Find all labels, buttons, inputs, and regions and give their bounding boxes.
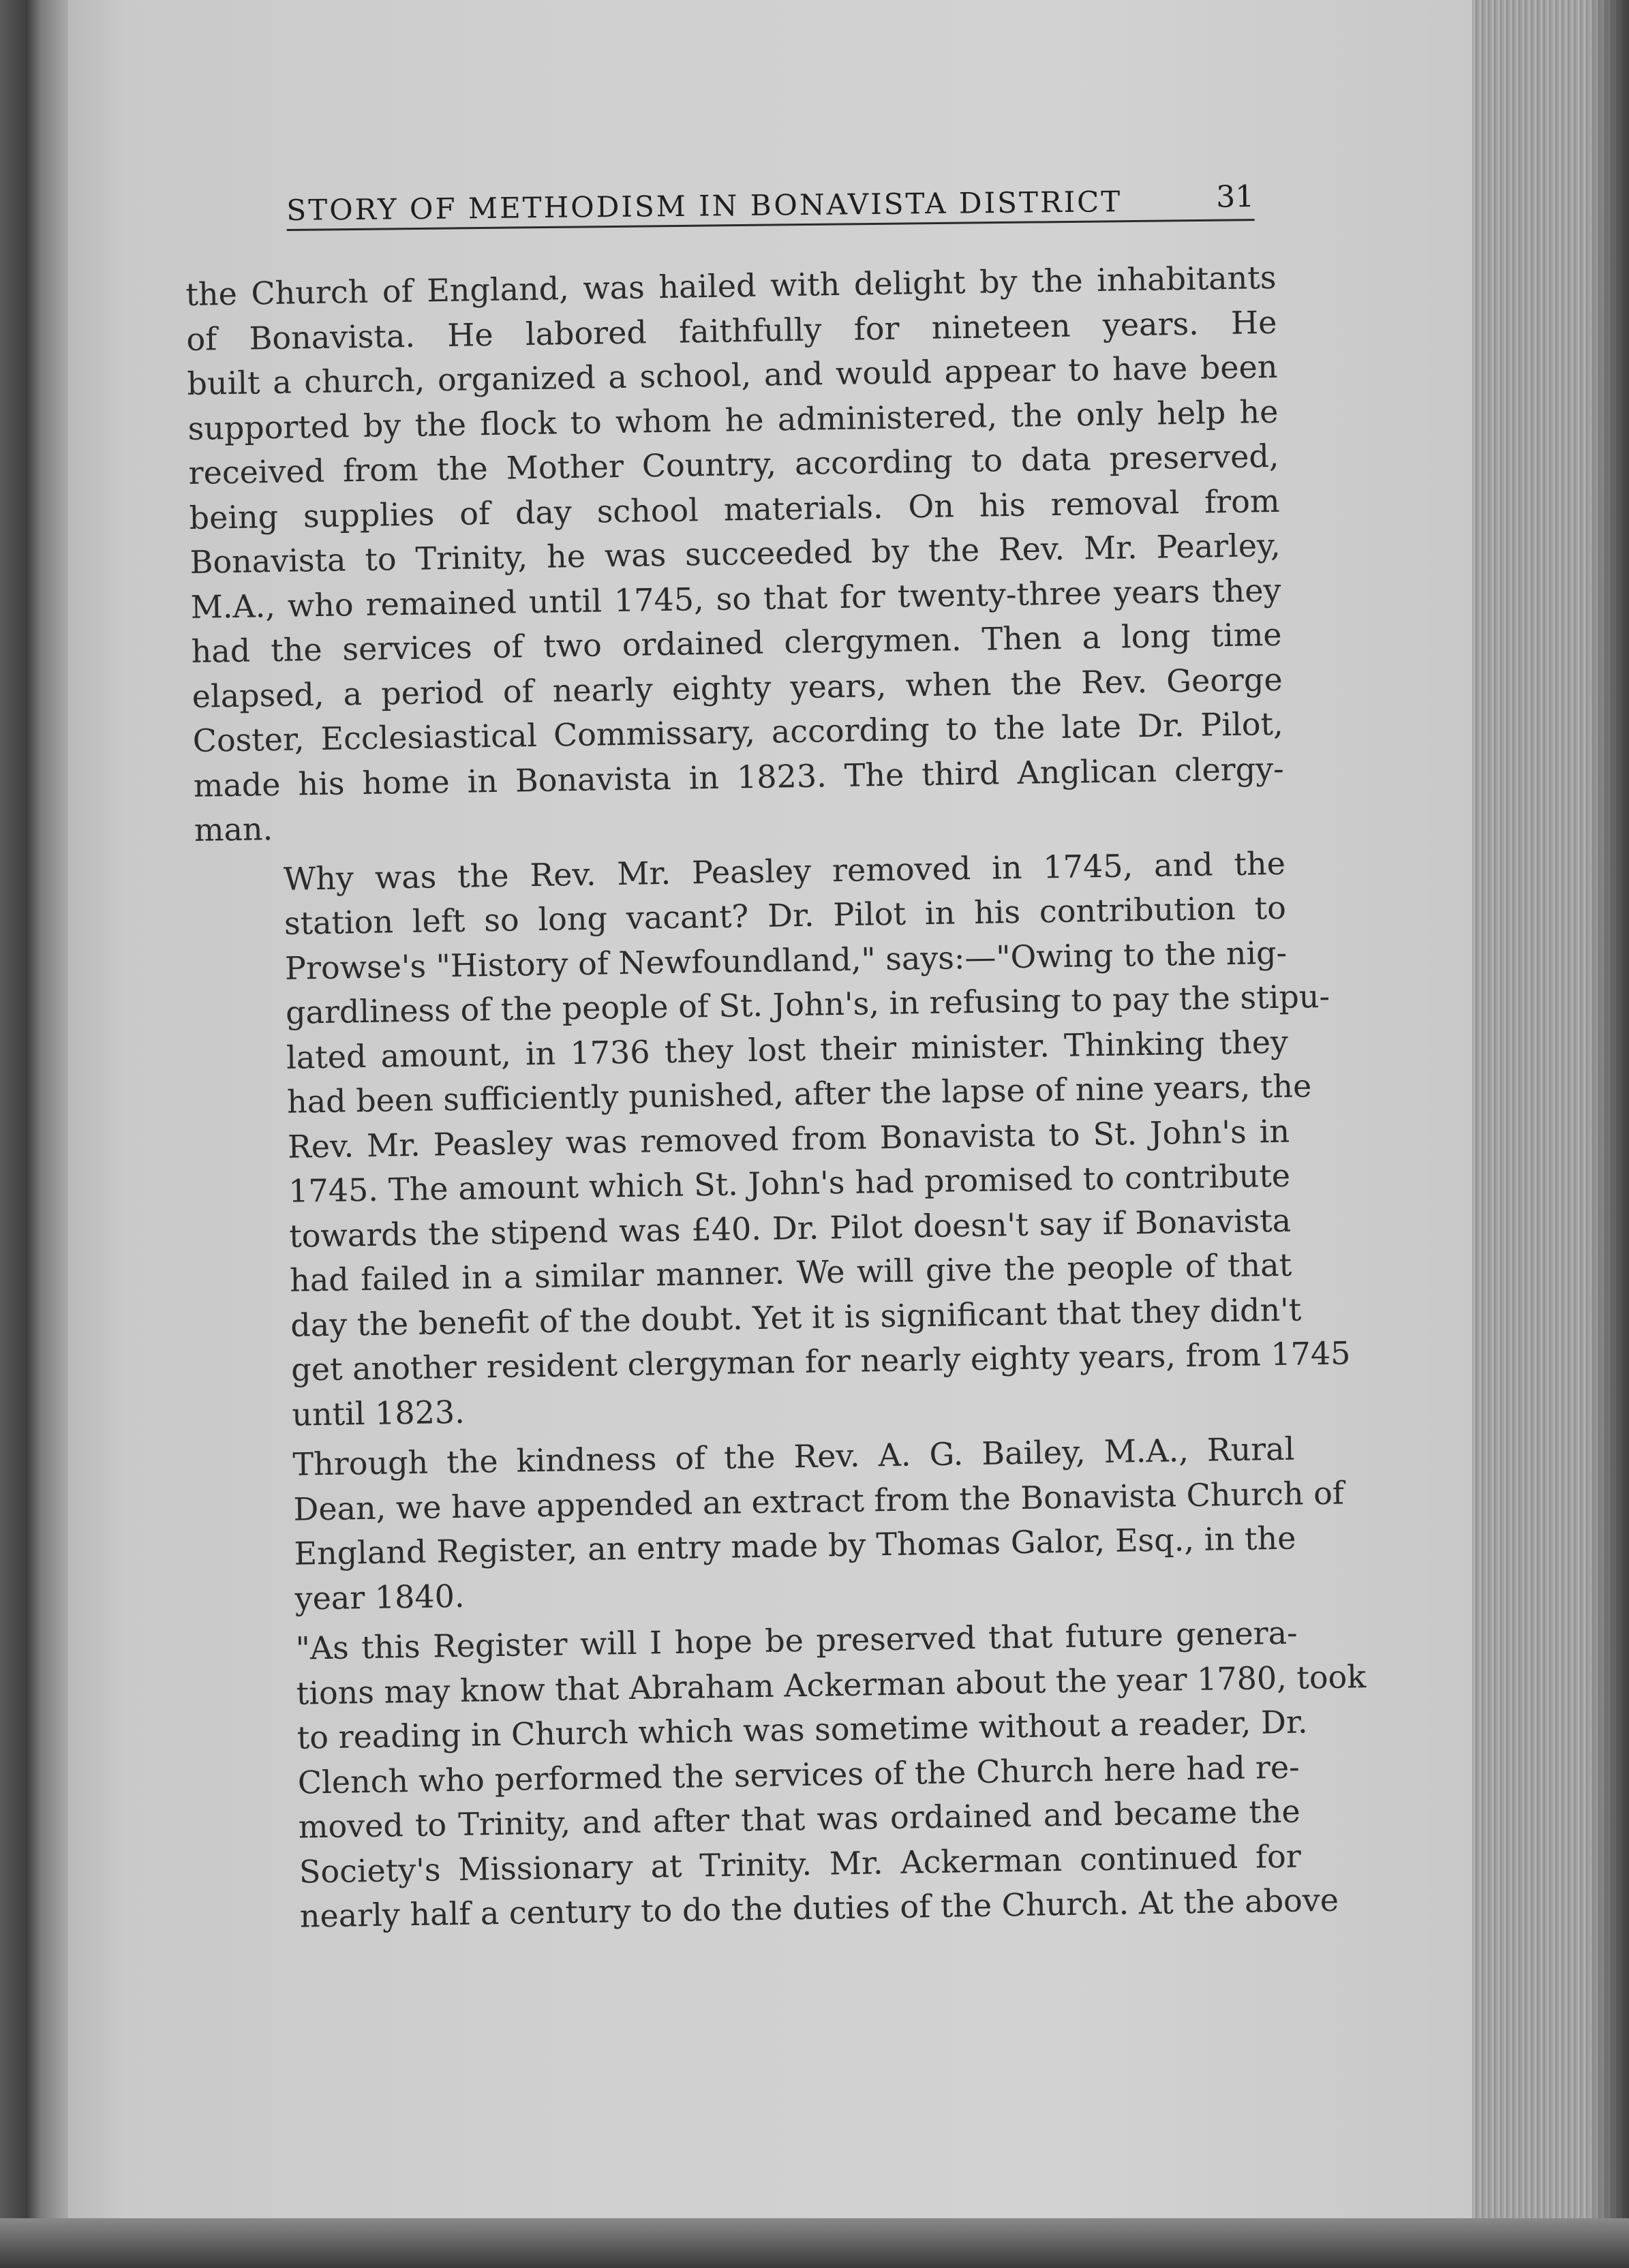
paragraph bbox=[185, 256, 1285, 853]
running-header bbox=[286, 174, 1255, 232]
text-line: M.A., who remained until 1745, so that for twenty-three years they bbox=[190, 571, 1281, 626]
text-line: made his home in Bonavista in 1823. The third Anglican clergy- bbox=[193, 750, 1285, 804]
text-line: Bonavista to Trinity, he was succeeded by the Rev. Mr. Pearley, bbox=[189, 526, 1281, 581]
text-line: get another resident clergyman for nearly eighty years, from 1745 bbox=[290, 1334, 1351, 1388]
text-line: England Register, an entry made by Thomas Galor, Esq., in the bbox=[294, 1519, 1296, 1572]
text-line: Through the kindness of the Rev. A. G. Bailey, M.A., Rural bbox=[292, 1430, 1295, 1483]
text-line: until 1823. bbox=[291, 1393, 466, 1433]
body-text bbox=[185, 256, 1367, 1946]
text-line: had the services of two ordained clergymen. Then a long time bbox=[191, 615, 1282, 670]
text-line: man. bbox=[194, 810, 273, 848]
page-stack-edge bbox=[1472, 0, 1629, 2268]
text-line: supported by the flock to whom he administered, the only help he bbox=[187, 393, 1279, 447]
paragraph bbox=[204, 1427, 1345, 1623]
scan-bottom-edge bbox=[0, 2218, 1629, 2268]
paragraph bbox=[195, 841, 1351, 1439]
text-line: Society's Missionary at Trinity. Mr. Ackerman continued for bbox=[299, 1837, 1302, 1890]
text-line: to reading in Church which was sometime without a reader, Dr. bbox=[296, 1703, 1308, 1756]
text-line: Clench who performed the services of the Church here had re- bbox=[297, 1748, 1300, 1801]
running-head-title: STORY OF METHODISM IN BONAVISTA DISTRICT bbox=[286, 185, 1123, 227]
text-line: station left so long vacant? Dr. Pilot in his contribution to bbox=[284, 889, 1287, 942]
text-line: moved to Trinity, and after that was ordained and became the bbox=[298, 1792, 1301, 1845]
text-line: of Bonavista. He labored faithfully for nineteen years. He bbox=[186, 303, 1277, 358]
page-number: 31 bbox=[1216, 179, 1255, 215]
text-line: gardliness of the people of St. John's, in refusing to pay the stipu- bbox=[285, 977, 1330, 1031]
text-line: 1745. The amount which St. John's had promised to contribute bbox=[288, 1156, 1291, 1210]
text-line: tions may know that Abraham Ackerman about the year 1780, took bbox=[296, 1657, 1367, 1712]
text-line: towards the stipend was £40. Dr. Pilot doesn't say if Bonavista bbox=[288, 1201, 1292, 1255]
text-line: Dean, we have appended an extract from the Bonavista Church of bbox=[293, 1474, 1345, 1528]
text-line: elapsed, a period of nearly eighty years, when the Rev. George bbox=[192, 660, 1283, 715]
text-line: received from the Mother Country, according to data preserved, bbox=[188, 437, 1279, 491]
text-line: day the benefit of the doubt. Yet it is significant that they didn't bbox=[290, 1290, 1302, 1344]
text-line: the Church of England, was hailed with delight by the inhabitants bbox=[185, 258, 1277, 313]
text-line: being supplies of day school materials. On his removal from bbox=[189, 482, 1280, 536]
text-line: lated amount, in 1736 they lost their minister. Thinking they bbox=[286, 1023, 1289, 1076]
text-line: Prowse's "History of Newfoundland," says:—"Owing to the nig- bbox=[284, 934, 1288, 987]
text-line: had been sufficiently punished, after the lapse of nine years, the bbox=[286, 1067, 1312, 1120]
text-line: had failed in a similar manner. We will give the people of that bbox=[289, 1246, 1292, 1299]
previous-page-edge bbox=[26, 0, 74, 2268]
text-line: year 1840. bbox=[294, 1577, 465, 1617]
text-line: Coster, Ecclesiastical Commissary, according to the late Dr. Pilot, bbox=[192, 705, 1284, 759]
text-line: Rev. Mr. Peasley was removed from Bonavista to St. John's in bbox=[287, 1112, 1290, 1165]
text-line: "As this Register will I hope be preserved that future genera- bbox=[295, 1614, 1298, 1667]
paragraph bbox=[207, 1611, 1367, 1941]
text-line: built a church, organized a school, and would appear to have been bbox=[187, 348, 1278, 402]
text-line: Why was the Rev. Mr. Peasley removed in 1745, and the bbox=[283, 844, 1286, 898]
text-line: nearly half a century to do the duties of the Church. At the above bbox=[299, 1881, 1339, 1935]
